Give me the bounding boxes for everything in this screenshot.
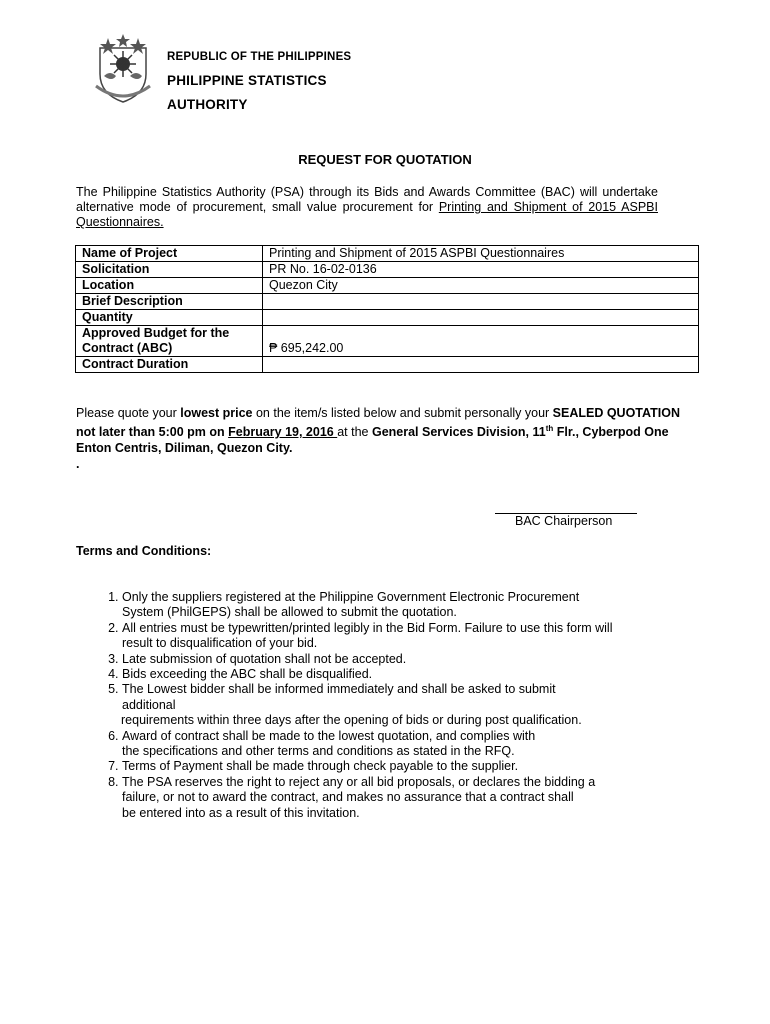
term-line: additional [122,697,176,712]
terms-list [76,590,686,821]
table-row [76,294,699,310]
signature-line [495,503,637,514]
header-psa-line2: AUTHORITY [167,97,248,112]
table-label: Quantity [76,310,263,326]
table-value: Printing and Shipment of 2015 ASPBI Questionnaires [263,246,699,262]
intro-text: The Philippine Statistics Authority (PSA) through its Bids and Awards Committee (BAC) will undertake alternative mode of procurement, small value procurement for [76,185,658,214]
table-value: PR No. 16-02-0136 [263,262,699,278]
term-line: 6. Award of contract shall be made to the lowest quotation, and complies with [122,728,536,743]
table-label: Contract Duration [76,357,263,373]
table-value [263,357,699,373]
psa-seal-icon [88,34,158,104]
term-line: 7. Terms of Payment shall be made through check payable to the supplier. [122,759,519,774]
quote-bold: Flr., Cyberpod One Enton Centris, Diliman, Quezon City. [76,425,669,456]
list-item [122,759,686,774]
term-line: be entered into as a result of this invitation. [122,805,360,820]
table-value: Quezon City [263,278,699,294]
list-item [122,652,686,667]
term-line: 5. The Lowest bidder shall be informed immediately and shall be asked to submit [122,682,556,697]
list-item [122,621,686,652]
table-row [76,310,699,326]
project-info-table [75,245,699,373]
header-republic: REPUBLIC OF THE PHILIPPINES [167,51,352,63]
table-value [263,294,699,310]
quote-bold: General Services Division, 11 [371,425,546,440]
term-line: 2. All entries must be typewritten/printed legibly in the Bid Form. Failure to use this form will [122,620,613,635]
signature-role: BAC Chairperson [515,514,613,528]
table-row [76,262,699,278]
table-label: Brief Description [76,294,263,310]
intro-project-name: Printing and Shipment of 2015 ASPBI Questionnaires. [76,200,658,229]
quote-text: at the [337,425,372,440]
table-label: Location [76,278,263,294]
table-label: Name of Project [76,246,263,262]
term-line: 3. Late submission of quotation shall not be accepted. [122,651,407,666]
quote-text: on the item/s listed below and submit personally your [252,406,553,420]
table-row [76,278,699,294]
term-line: failure, or not to award the contract, and makes no assurance that a contract shall [122,790,574,805]
quote-bold: lowest price [180,406,253,420]
deadline-date: February 19, 2016 [228,425,338,440]
list-item [122,590,686,621]
list-item [122,729,686,760]
quotation-instructions [76,405,690,472]
term-line: the specifications and other terms and conditions as stated in the RFQ. [122,744,515,759]
term-line: 4. Bids exceeding the ABC shall be disqualified. [122,667,373,682]
term-line: System (PhilGEPS) shall be allowed to submit the quotation. [122,605,457,620]
list-item [122,682,686,728]
quote-dot: . [76,457,80,472]
page-title: REQUEST FOR QUOTATION [298,152,472,167]
term-line: 8. The PSA reserves the right to reject any or all bid proposals, or declares the bidding a [122,774,596,789]
quote-text: Please quote your [76,406,181,420]
list-item [122,775,686,821]
table-label: Approved Budget for the Contract (ABC) [76,326,263,357]
table-value [263,310,699,326]
table-row [76,326,699,357]
table-row [76,246,699,262]
header-psa-line1: PHILIPPINE STATISTICS [167,73,327,88]
term-line: 1. Only the suppliers registered at the Philippine Government Electronic Procurement [122,590,580,604]
list-item [122,667,686,682]
table-value-abc: ₱ 695,242.00 [263,326,699,357]
intro-paragraph [76,185,658,230]
table-label: Solicitation [76,262,263,278]
table-row [76,357,699,373]
quote-bold: SEALED QUOTATION not later than 5:00 pm on [76,406,680,440]
term-line: result to disqualification of your bid. [122,636,318,651]
term-line: requirements within three days after the opening of bids or during post qualification. [121,713,582,728]
terms-heading: Terms and Conditions: [76,544,212,558]
quote-sup: th [545,424,554,433]
